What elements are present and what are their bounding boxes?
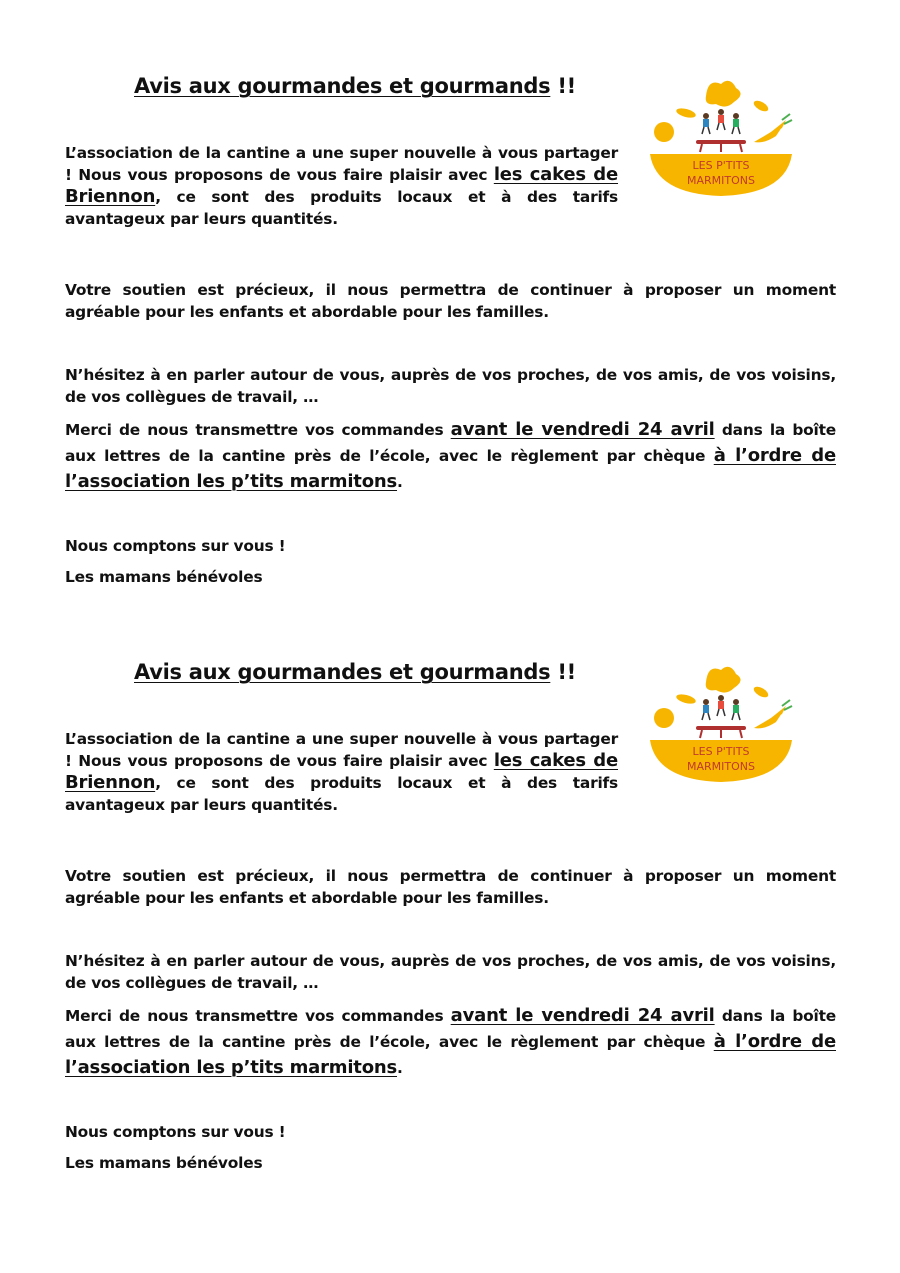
notice-2 xyxy=(0,656,900,1236)
share-paragraph: N’hésitez à en parler autour de vous, auprès de vos proches, de vos amis, de vos voisins, de vos collègues de travail, … xyxy=(65,366,836,406)
order-text-1: Merci de nous transmettre vos commandes xyxy=(65,421,451,439)
intro-text-1: L’association de la cantine a une super nouvelle à vous partager ! Nous vous proposons de vous faire plaisir avec xyxy=(65,730,618,770)
order-paragraph xyxy=(65,417,836,495)
order-text-1: Merci de nous transmettre vos commandes xyxy=(65,1007,451,1025)
order-deadline: avant le vendredi 24 avril xyxy=(450,419,715,440)
intro-text-2: , ce sont des produits locaux et à des tarifs avantageux par leurs quantités. xyxy=(65,774,618,814)
title-suffix: !! xyxy=(550,74,576,98)
title-main: Avis aux gourmandes et gourmands xyxy=(134,660,551,684)
closing-line: Nous comptons sur vous ! xyxy=(65,537,286,555)
intro-highlight: les cakes de Briennon xyxy=(65,750,619,793)
logo-line2: MARMITONS xyxy=(687,174,755,187)
signature-line: Les mamans bénévoles xyxy=(65,1154,263,1172)
order-payee: à l’ordre de l’association les p’tits marmitons xyxy=(65,445,836,492)
share-paragraph: N’hésitez à en parler autour de vous, auprès de vos proches, de vos amis, de vos voisins, de vos collègues de travail, … xyxy=(65,952,836,992)
order-deadline: avant le vendredi 24 avril xyxy=(450,1005,715,1026)
title-suffix: !! xyxy=(550,660,576,684)
order-text-3: . xyxy=(397,1059,403,1077)
order-text-3: . xyxy=(397,473,403,491)
intro-text-2: , ce sont des produits locaux et à des tarifs avantageux par leurs quantités. xyxy=(65,188,618,228)
support-paragraph: Votre soutien est précieux, il nous permettra de continuer à proposer un moment agréable pour les enfants et abordable pour les familles. xyxy=(65,867,836,907)
les-ptits-marmitons-logo xyxy=(646,76,796,200)
intro-text-1: L’association de la cantine a une super nouvelle à vous partager ! Nous vous proposons de vous faire plaisir avec xyxy=(65,144,618,184)
logo-line2: MARMITONS xyxy=(687,760,755,773)
order-payee: à l’ordre de l’association les p’tits marmitons xyxy=(65,1031,836,1078)
intro-highlight: les cakes de Briennon xyxy=(65,164,619,207)
signature-line: Les mamans bénévoles xyxy=(65,568,263,586)
order-text-2: dans la boîte aux lettres de la cantine près de l’école, avec le règlement par chèque xyxy=(65,1007,836,1051)
notice-1 xyxy=(0,70,900,650)
notice-title xyxy=(134,660,576,684)
intro-paragraph xyxy=(65,142,618,230)
intro-paragraph xyxy=(65,728,618,816)
notice-title xyxy=(134,74,576,98)
support-paragraph: Votre soutien est précieux, il nous permettra de continuer à proposer un moment agréable pour les enfants et abordable pour les familles. xyxy=(65,281,836,321)
order-paragraph xyxy=(65,1003,836,1081)
logo-line1: LES P'TITS xyxy=(692,159,750,172)
logo-line1: LES P'TITS xyxy=(692,745,750,758)
order-text-2: dans la boîte aux lettres de la cantine près de l’école, avec le règlement par chèque xyxy=(65,421,836,465)
closing-line: Nous comptons sur vous ! xyxy=(65,1123,286,1141)
les-ptits-marmitons-logo xyxy=(646,662,796,786)
title-main: Avis aux gourmandes et gourmands xyxy=(134,74,551,98)
